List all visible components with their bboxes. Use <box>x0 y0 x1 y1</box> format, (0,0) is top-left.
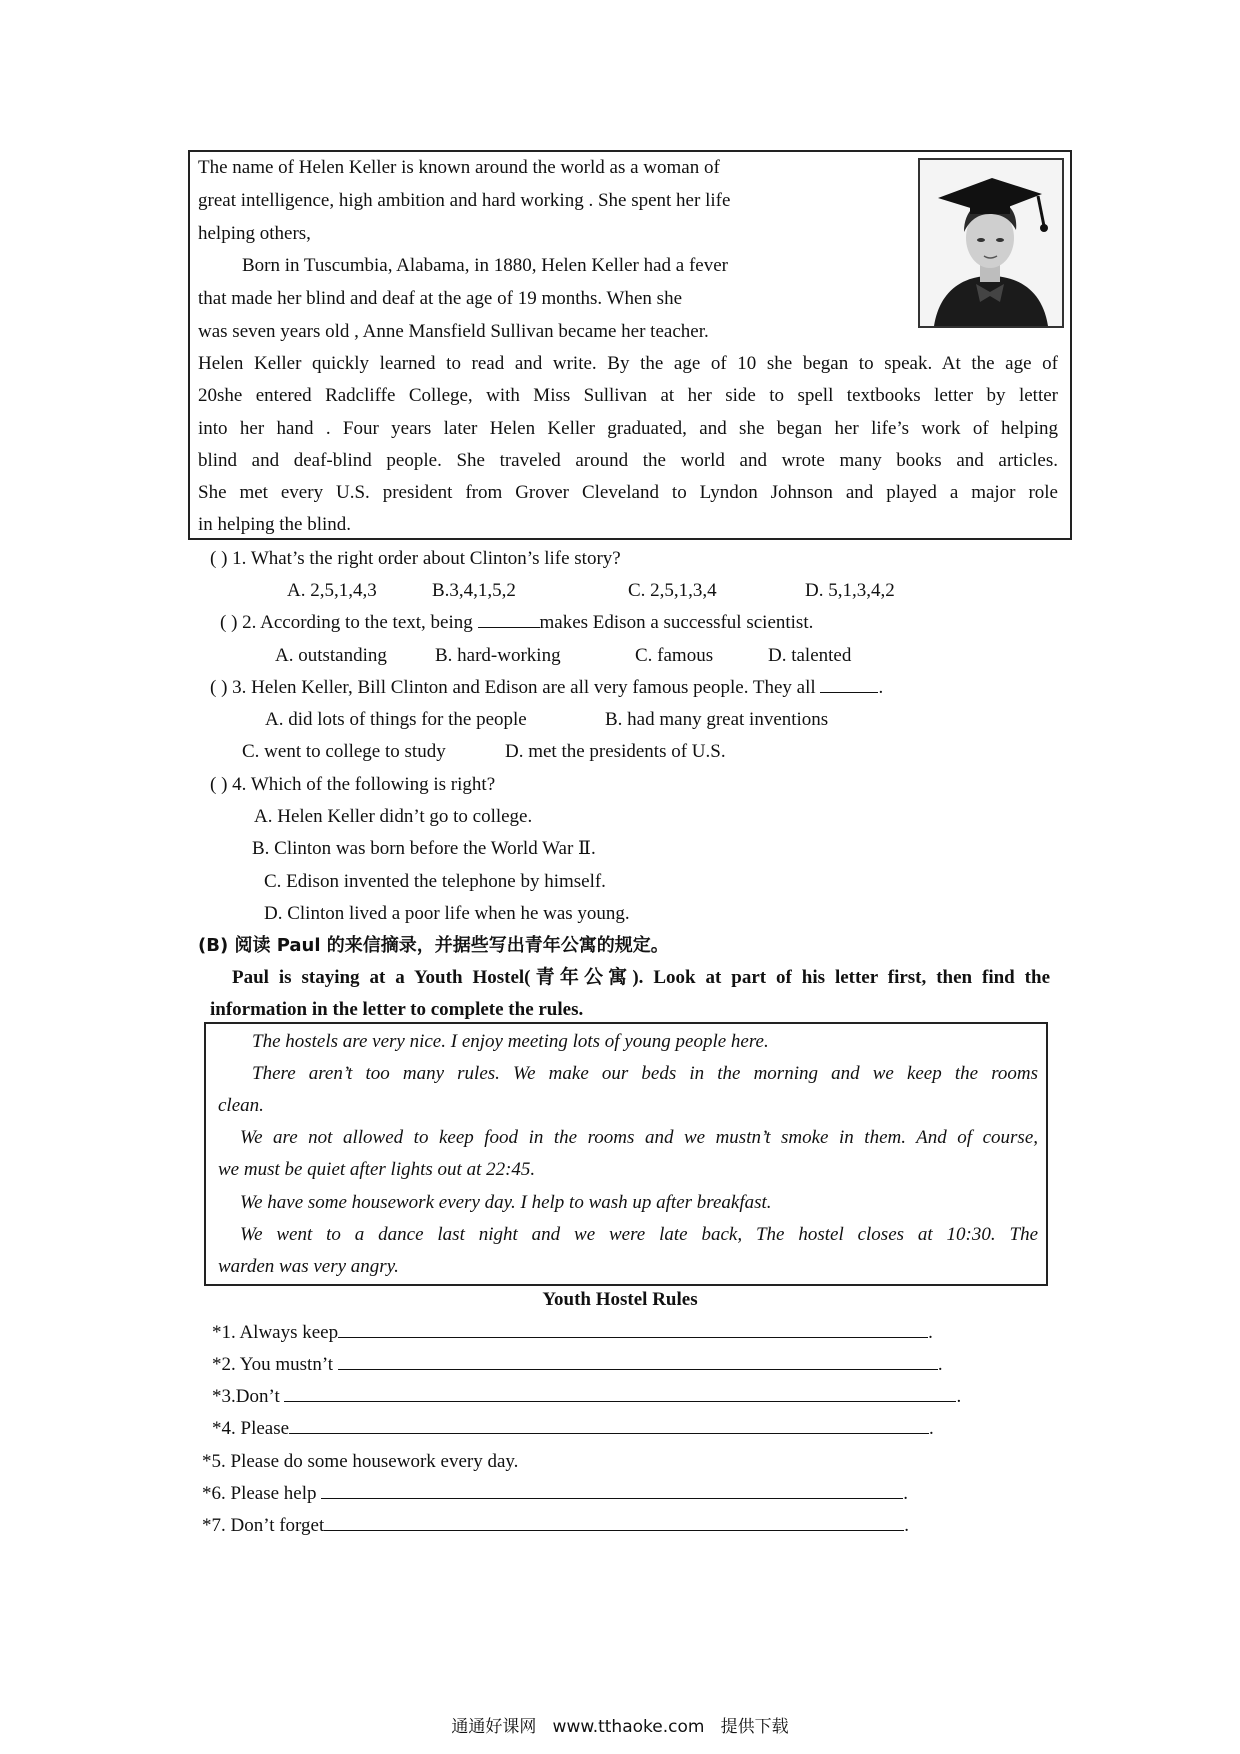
letter-line-5: we must be quiet after lights out at 22:45. <box>218 1159 536 1180</box>
passage-line-5: that made her blind and deaf at the age of 19 months. When she <box>198 288 682 309</box>
question-1 <box>210 543 621 575</box>
passage-line-11: She met every U.S. president from Grover Cleveland to Lyndon Johnson and played a major role <box>198 482 1058 503</box>
rule-4-end: . <box>929 1418 934 1439</box>
question-4 <box>210 769 495 801</box>
footer-suffix: 提供下载 <box>720 1717 789 1737</box>
rule-5-label: *5. Please do some housework every day. <box>202 1451 519 1472</box>
rule-7-end: . <box>904 1515 910 1536</box>
q1-option-d: D. 5,1,3,4,2 <box>805 580 895 601</box>
answer-paren-3[interactable]: ( ) <box>210 677 228 698</box>
rule-3-label: *3.Don’t <box>212 1386 280 1407</box>
rule-6 <box>202 1478 908 1510</box>
q2-option-c: C. famous <box>635 645 714 666</box>
letter-line-8: warden was very angry. <box>218 1256 399 1277</box>
letter-line-6: We have some housework every day. I help to wash up after breakfast. <box>240 1192 772 1213</box>
answer-paren-1[interactable]: ( ) <box>210 548 228 569</box>
question-3 <box>210 672 883 704</box>
rule-6-end: . <box>903 1483 909 1504</box>
rule-1-end: . <box>928 1322 933 1343</box>
question-1-stem: 1. What’s the right order about Clinton’s life story? <box>232 548 621 569</box>
passage-line-9: into her hand . Four years later Helen Keller graduated, and she began her life’s work of helping <box>198 418 1058 439</box>
answer-paren-4[interactable]: ( ) <box>210 774 228 795</box>
q4-option-c: C. Edison invented the telephone by himself. <box>264 871 606 892</box>
section-b-heading: (B) 阅读 Paul 的来信摘录，并据些写出青年公寓的规定。 <box>198 935 669 956</box>
question-3-stem-pre: 3. Helen Keller, Bill Clinton and Edison are all very famous people. They all <box>232 677 816 698</box>
rule-2 <box>212 1349 943 1381</box>
q1-option-a: A. 2,5,1,4,3 <box>287 580 377 601</box>
footer <box>0 1712 1240 1737</box>
passage-line-12: in helping the blind. <box>198 514 352 535</box>
q3-option-b: B. had many great inventions <box>605 709 829 730</box>
q2-option-d: D. talented <box>768 645 852 666</box>
q2-blank[interactable] <box>478 607 540 628</box>
footer-url[interactable]: www.tthaoke.com <box>552 1717 705 1737</box>
q1-option-b: B.3,4,1,5,2 <box>432 580 516 601</box>
rule-3-end: . <box>956 1386 962 1407</box>
q2-option-a: A. outstanding <box>275 645 387 666</box>
rule-5 <box>202 1446 518 1478</box>
rule-2-end: . <box>937 1354 943 1375</box>
question-4-stem: 4. Which of the following is right? <box>232 774 496 795</box>
letter-line-1: The hostels are very nice. I enjoy meeting lots of young people here. <box>252 1031 769 1052</box>
question-2 <box>220 607 813 639</box>
letter-line-3: clean. <box>218 1095 264 1116</box>
q3-option-d: D. met the presidents of U.S. <box>505 741 726 762</box>
rule-4 <box>212 1413 934 1445</box>
passage-line-1: The name of Helen Keller is known around the world as a woman of <box>198 157 720 178</box>
rule-7-label: *7. Don’t forget <box>202 1515 325 1536</box>
passage-line-10: blind and deaf-blind people. She traveled around the world and wrote many books and articles. <box>198 450 1058 471</box>
answer-paren-2[interactable]: ( ) <box>220 612 238 633</box>
section-b-intro-2: information in the letter to complete the rules. <box>210 999 584 1020</box>
passage-line-7: Helen Keller quickly learned to read and write. By the age of 10 she began to speak. At the age of <box>198 353 1058 374</box>
rule-4-blank[interactable] <box>289 1413 929 1434</box>
rule-7 <box>202 1510 909 1542</box>
letter-line-2: There aren’t too many rules. We make our beds in the morning and we keep the rooms <box>252 1063 1038 1084</box>
rule-1 <box>212 1317 933 1349</box>
letter-line-4: We are not allowed to keep food in the rooms and we mustn’t smoke in them. And of course, <box>240 1127 1038 1148</box>
question-3-stem-post: . <box>878 677 884 698</box>
q1-option-c: C. 2,5,1,3,4 <box>628 580 717 601</box>
rule-1-label: *1. Always keep <box>212 1322 339 1343</box>
rule-3-blank[interactable] <box>284 1381 956 1402</box>
q4-option-a: A. Helen Keller didn’t go to college. <box>254 806 533 827</box>
rule-1-blank[interactable] <box>338 1317 928 1338</box>
q3-blank[interactable] <box>820 672 878 693</box>
q3-option-a: A. did lots of things for the people <box>265 709 527 730</box>
question-2-stem-pre: 2. According to the text, being <box>242 612 473 633</box>
rule-3 <box>212 1381 961 1413</box>
rule-6-blank[interactable] <box>321 1478 903 1499</box>
section-b-intro-1: Paul is staying at a Youth Hostel(青年公寓). Look at part of his letter first, then find the <box>232 967 1050 988</box>
rule-6-label: *6. Please help <box>202 1483 317 1504</box>
passage-line-6: was seven years old , Anne Mansfield Sullivan became her teacher. <box>198 321 709 342</box>
passage-line-4: Born in Tuscumbia, Alabama, in 1880, Helen Keller had a fever <box>242 255 728 276</box>
rule-4-label: *4. Please <box>212 1418 290 1439</box>
q4-option-b: B. Clinton was born before the World War Ⅱ. <box>252 838 596 859</box>
letter-line-7: We went to a dance last night and we were late back, The hostel closes at 10:30. The <box>240 1224 1038 1245</box>
passage-line-8: 20she entered Radcliffe College, with Miss Sullivan at her side to spell textbooks letter by letter <box>198 385 1058 406</box>
passage-line-3: helping others, <box>198 223 311 244</box>
passage-line-2: great intelligence, high ambition and hard working . She spent her life <box>198 190 731 211</box>
rule-2-label: *2. You mustn’t <box>212 1354 334 1375</box>
q2-option-b: B. hard-working <box>435 645 561 666</box>
q3-option-c: C. went to college to study <box>242 741 446 762</box>
helen-keller-photo <box>918 158 1064 328</box>
rules-title: Youth Hostel Rules <box>542 1289 698 1310</box>
q4-option-d: D. Clinton lived a poor life when he was young. <box>264 903 630 924</box>
question-2-stem-post: makes Edison a successful scientist. <box>539 612 814 633</box>
rule-7-blank[interactable] <box>324 1510 904 1531</box>
rule-2-blank[interactable] <box>338 1349 938 1370</box>
footer-site-name: 通通好课网 <box>451 1717 537 1737</box>
